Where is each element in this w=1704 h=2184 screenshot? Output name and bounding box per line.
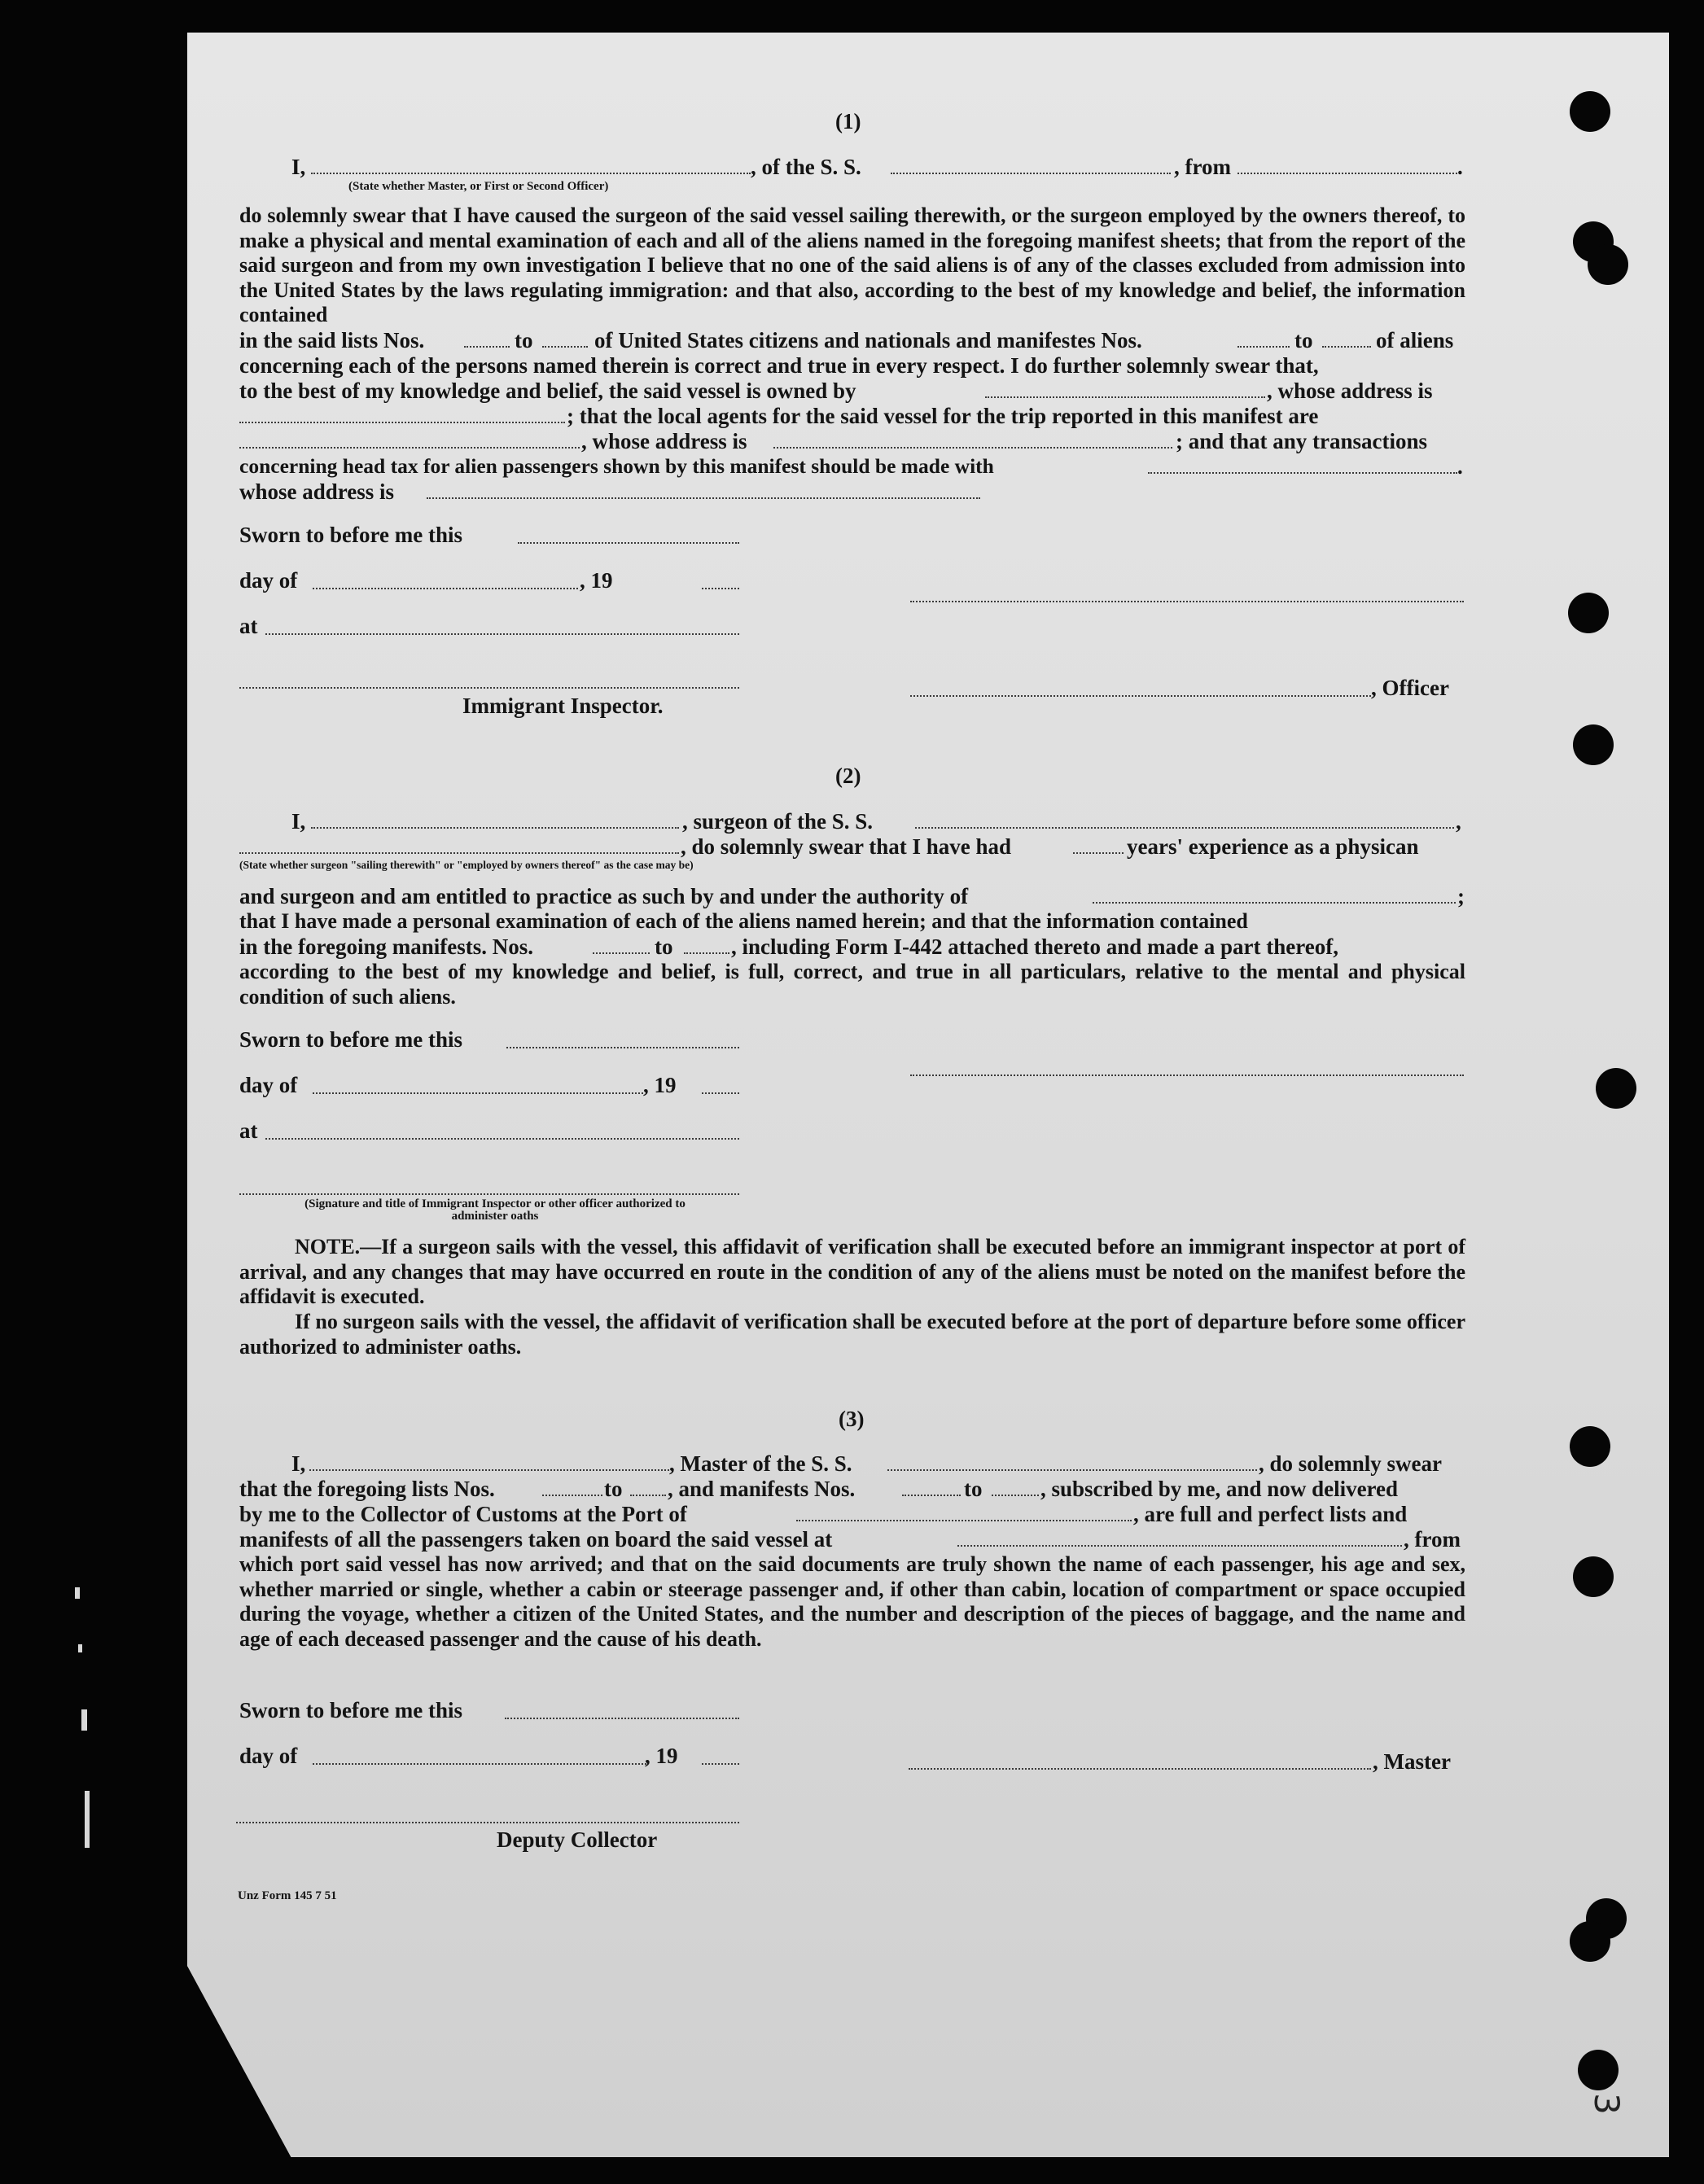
section-1-number: (1) — [835, 109, 861, 133]
at-field[interactable] — [265, 633, 739, 635]
punch-hole — [1570, 91, 1610, 132]
citizens-manifests-label: of United States citizens and nationals and manifestes Nos. — [594, 328, 1142, 352]
master-name-field[interactable] — [309, 1469, 669, 1471]
year-label: , 19 — [643, 1073, 677, 1097]
punch-hole — [1578, 2050, 1619, 2090]
section-2-body-b: according to the best of my knowledge and belief, is full, correct, and true in all particulars, relative to the mental and physical condition of such aliens. — [239, 960, 1465, 1009]
manifests-label: in the foregoing manifests. Nos. — [239, 934, 533, 959]
lists-label: that the foregoing lists Nos. — [239, 1477, 495, 1501]
at-label: at — [239, 614, 258, 638]
from-label: , from — [1404, 1527, 1461, 1552]
manifests-to-field[interactable] — [1322, 346, 1371, 348]
i-label: I, — [291, 1451, 306, 1476]
owner-address-field[interactable] — [239, 422, 565, 423]
lists-to-field[interactable] — [542, 346, 588, 348]
agents-address-field[interactable] — [773, 447, 1172, 449]
from-port-field[interactable] — [1237, 173, 1457, 174]
subscribed-label: , subscribed by me, and now delivered — [1040, 1477, 1399, 1501]
form-i442-label: , including Form I-442 attached thereto and made a part thereof, — [731, 934, 1338, 959]
i-label: I, — [291, 809, 306, 834]
period: . — [1457, 454, 1463, 479]
concerning-line: concerning each of the persons named therein is correct and true in every respect. I do further solemnly swear that, — [239, 353, 1319, 378]
surgeon-of-label: , surgeon of the S. S. — [682, 809, 874, 834]
inspector-signature-field[interactable] — [239, 1193, 739, 1195]
sworn-day-field[interactable] — [505, 1718, 739, 1719]
sworn-label: Sworn to before me this — [239, 1698, 462, 1722]
surgeon-signature-field[interactable] — [910, 1074, 1464, 1076]
swear-label: , do solemnly swear that I have had — [681, 834, 1012, 859]
punch-hole — [1573, 724, 1614, 765]
day-of-field[interactable] — [313, 588, 578, 589]
agents-address-label: , whose address is — [581, 429, 747, 453]
signature-note: (Signature and title of Immigrant Inspector or other officer authorized to administer oaths — [304, 1197, 686, 1223]
of-the-ss-label: , of the S. S. — [751, 155, 861, 179]
lists-label: in the said lists Nos. — [239, 328, 425, 352]
inspector-label: Immigrant Inspector. — [462, 694, 664, 718]
section-2-body-a: that I have made a personal examination of each of the aliens named herein; and that the information contained — [239, 909, 1248, 933]
officer-label: , Officer — [1371, 676, 1449, 700]
to-label: to — [604, 1477, 623, 1501]
section-3-body: which port said vessel has now arrived; and that on the said documents are truly shown the name of each passenger, his age and sex, whether married or single, whether a cabin or steerage passenger and, if other than cabin, location of compartment or space occupied during the voyage, whether a citizen of the United States, and the number and description of the pieces of baggage, and the name and age of each deceased passenger and the cause of his death. — [239, 1552, 1465, 1651]
surgeon-status-field[interactable] — [239, 852, 679, 854]
years-field[interactable] — [1073, 852, 1124, 854]
day-of-label: day of — [239, 568, 298, 593]
edge-mark — [81, 1709, 87, 1731]
master-of-label: , Master of the S. S. — [669, 1451, 852, 1476]
lists-to-field[interactable] — [630, 1495, 666, 1496]
authority-field[interactable] — [1093, 902, 1456, 904]
day-of-field[interactable] — [313, 1763, 646, 1765]
semicolon: ; — [1457, 884, 1465, 908]
sworn-label: Sworn to before me this — [239, 1027, 462, 1052]
owner-field[interactable] — [985, 396, 1265, 398]
day-of-field[interactable] — [313, 1092, 643, 1094]
punch-hole — [1596, 1068, 1636, 1109]
swear-label: , do solemnly swear — [1259, 1451, 1442, 1476]
head-tax-label: concerning head tax for alien passengers shown by this manifest should be made with — [239, 454, 994, 478]
lists-from-field[interactable] — [542, 1495, 602, 1496]
owner-address-label: , whose address is — [1267, 379, 1433, 403]
officer-signature-field[interactable] — [910, 695, 1371, 697]
year-field[interactable] — [702, 588, 739, 589]
master-label: , Master — [1373, 1749, 1451, 1774]
officer-signature-top-field[interactable] — [910, 601, 1464, 602]
comma: , — [1456, 809, 1461, 834]
port-label: by me to the Collector of Customs at the Port of — [239, 1502, 687, 1526]
inspector-signature-field[interactable] — [239, 687, 739, 689]
punch-hole — [1588, 244, 1628, 285]
deputy-collector-label: Deputy Collector — [497, 1827, 658, 1852]
from-label: , from — [1174, 155, 1231, 179]
sworn-label: Sworn to before me this — [239, 523, 462, 547]
year-field[interactable] — [702, 1092, 739, 1094]
lists-from-field[interactable] — [464, 346, 510, 348]
manifests-to-field[interactable] — [684, 952, 729, 954]
agents-field[interactable] — [239, 447, 580, 449]
full-perfect-label: , are full and perfect lists and — [1133, 1502, 1408, 1526]
authority-label: and surgeon and am entitled to practice as such by and under the authority of — [239, 884, 969, 908]
punch-hole — [1568, 593, 1609, 633]
whose-address-label: whose address is — [239, 479, 395, 504]
manifests-from-field[interactable] — [1237, 346, 1290, 348]
edge-mark — [75, 1587, 80, 1599]
i-label: I, — [291, 155, 306, 179]
note-paragraph-1: NOTE.—If a surgeon sails with the vessel, this affidavit of verification shall be executed before an immigrant inspector at port of arrival, and any changes that may have occurred en route in the condition of any of the aliens must be noted on the manifest before the affidavit is executed. — [239, 1235, 1465, 1308]
form-number: Unz Form 145 7 51 — [238, 1889, 337, 1902]
year-field[interactable] — [702, 1763, 739, 1765]
manifests-from-field[interactable] — [593, 952, 650, 954]
port-field[interactable] — [796, 1520, 1132, 1521]
section-1-body: do solemnly swear that I have caused the surgeon of the said vessel sailing therewith, or the surgeon employed by the owners thereof, to make a physical and mental examination of each and all of the aliens named in the foregoing manifest sheets; that from the report of the said surgeon and from my own investigation I believe that no one of the said aliens is of any of the classes excluded from admission into the United States by the laws regulating immigration: and that also, according to the best of my knowledge and belief, the information contained — [239, 204, 1465, 326]
to-label-2: to — [964, 1477, 983, 1501]
year-label: , 19 — [580, 568, 613, 593]
punch-hole — [1570, 1921, 1610, 1962]
day-of-label: day of — [239, 1073, 298, 1097]
edge-mark — [78, 1644, 82, 1652]
board-label: manifests of all the passengers taken on board the said vessel at — [239, 1527, 833, 1552]
transactions-label: ; and that any transactions — [1176, 429, 1428, 453]
surgeon-note: (State whether surgeon "sailing therewith" or "employed by owners thereof" as the case may be) — [239, 859, 694, 871]
edge-mark — [85, 1791, 90, 1848]
master-signature-field[interactable] — [909, 1768, 1371, 1770]
officer-name-field[interactable] — [311, 173, 751, 174]
owned-by-label: to the best of my knowledge and belief, the said vessel is owned by — [239, 379, 856, 403]
manifests-to-field[interactable] — [992, 1495, 1039, 1496]
punch-hole — [1570, 1426, 1610, 1467]
head-tax-address-field[interactable] — [427, 497, 980, 499]
year-label: , 19 — [645, 1744, 678, 1768]
surgeon-name-field[interactable] — [311, 827, 679, 829]
ship-name-field[interactable] — [891, 173, 1171, 174]
board-port-field[interactable] — [957, 1545, 1402, 1547]
agents-label: ; that the local agents for the said vessel for the trip reported in this manifest are — [567, 404, 1319, 428]
period: . — [1457, 155, 1463, 179]
manifests-label: , and manifests Nos. — [668, 1477, 856, 1501]
at-field[interactable] — [265, 1138, 739, 1140]
punch-hole — [1573, 1556, 1614, 1597]
surgeon-ship-field[interactable] — [915, 827, 1454, 829]
sworn-day-field[interactable] — [506, 1047, 739, 1048]
note-paragraph-2: If no surgeon sails with the vessel, the affidavit of verification shall be executed before at the port of departure before some officer authorized to administer oaths. — [239, 1310, 1465, 1359]
master-ship-field[interactable] — [887, 1469, 1257, 1471]
of-aliens-label: of aliens — [1376, 328, 1454, 352]
deputy-signature-field[interactable] — [236, 1822, 739, 1823]
experience-label: years' experience as a physican — [1127, 834, 1419, 859]
sworn-day-field[interactable] — [518, 542, 739, 544]
at-label: at — [239, 1118, 258, 1143]
head-tax-field[interactable] — [1148, 472, 1457, 474]
section-2-number: (2) — [835, 764, 861, 788]
to-label: to — [515, 328, 533, 352]
day-of-label: day of — [239, 1744, 298, 1768]
to-label: to — [655, 934, 673, 959]
section-3-number: (3) — [839, 1407, 865, 1431]
officer-note: (State whether Master, or First or Second Officer) — [348, 180, 609, 193]
handwritten-mark: 3 — [1586, 2093, 1627, 2115]
manifests-from-field[interactable] — [902, 1495, 961, 1496]
to-label-2: to — [1294, 328, 1313, 352]
